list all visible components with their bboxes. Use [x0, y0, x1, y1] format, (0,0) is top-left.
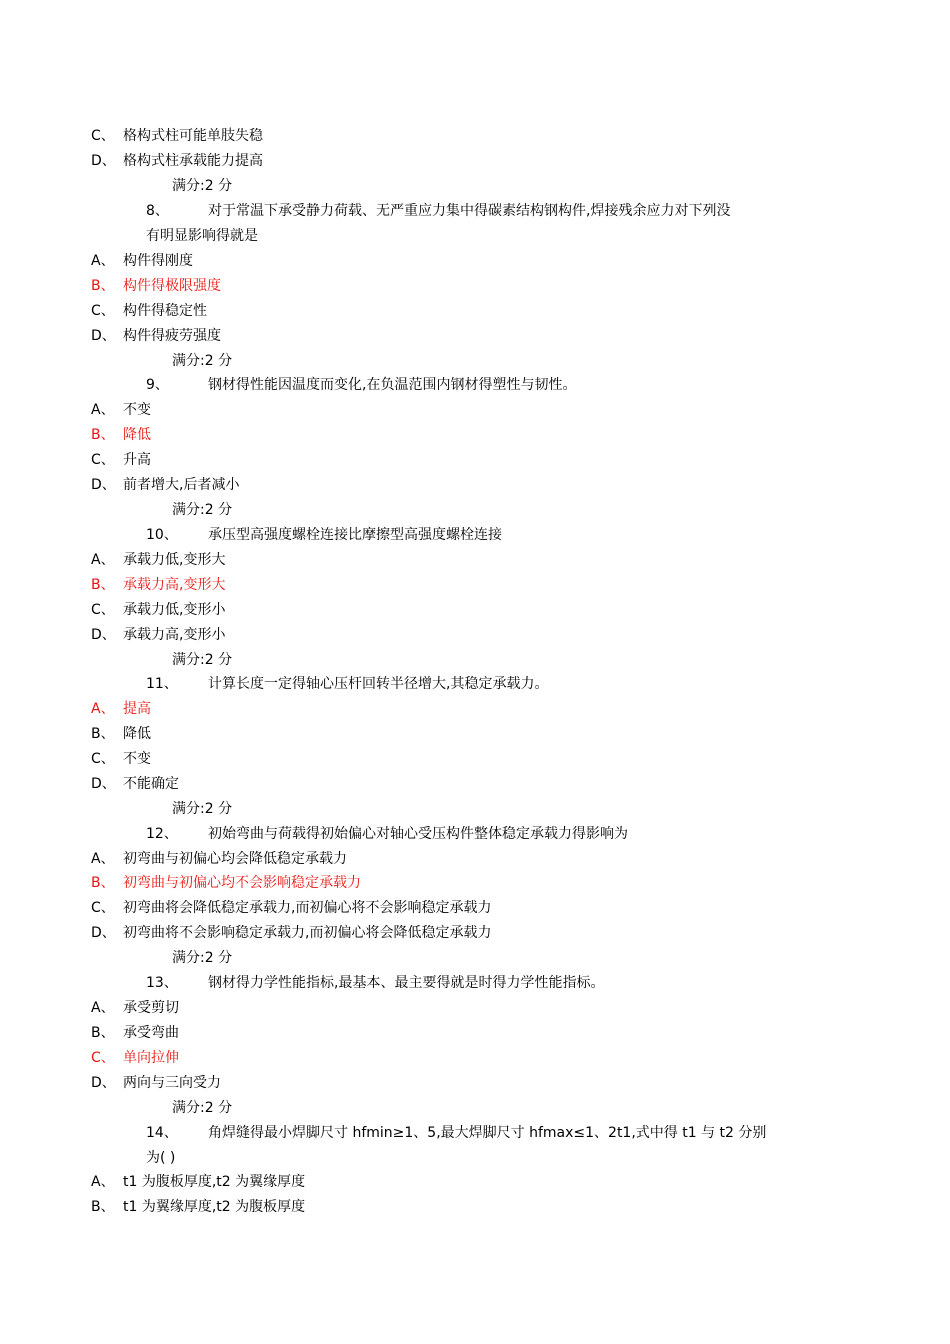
- option-text: 构件得疲劳强度: [123, 328, 221, 344]
- option-a: [91, 850, 347, 868]
- option-d: [91, 775, 179, 793]
- score-label: 满分:2 分: [172, 502, 233, 518]
- option-a: [91, 999, 179, 1017]
- option-text: 构件得稳定性: [123, 303, 207, 319]
- option-c: [91, 601, 225, 619]
- option-letter: A、: [91, 552, 115, 568]
- option-text: 承载力高,变形小: [123, 627, 226, 643]
- option-letter: D、: [91, 1075, 116, 1091]
- option-letter: D、: [91, 477, 116, 493]
- option-letter: C、: [91, 128, 115, 144]
- question-number: 9、: [146, 377, 169, 393]
- option-letter: A、: [91, 701, 115, 717]
- question-number: 11、: [146, 676, 178, 692]
- option-letter: C、: [91, 1050, 115, 1066]
- question-text-continuation: 为( ): [146, 1150, 176, 1166]
- option-letter: A、: [91, 402, 115, 418]
- option-d: [91, 1074, 221, 1092]
- option-b-correct: [91, 277, 221, 295]
- option-letter: D、: [91, 776, 116, 792]
- option-c: [91, 750, 151, 768]
- score-label: 满分:2 分: [172, 652, 233, 668]
- option-a: [91, 252, 193, 270]
- option-c: [91, 451, 151, 469]
- option-a-correct: [91, 700, 151, 718]
- option-b: [91, 1024, 179, 1042]
- option-text: 不能确定: [123, 776, 179, 792]
- option-c: [91, 302, 207, 320]
- option-text: 承受弯曲: [123, 1025, 179, 1041]
- option-text: 单向拉伸: [123, 1050, 179, 1066]
- option-letter: D、: [91, 627, 116, 643]
- score-label: 满分:2 分: [172, 178, 233, 194]
- option-text: 两向与三向受力: [123, 1075, 221, 1091]
- option-letter: C、: [91, 303, 115, 319]
- option-b-correct: [91, 576, 225, 594]
- option-text: t1 为腹板厚度,t2 为翼缘厚度: [123, 1174, 306, 1190]
- option-b-correct: [91, 874, 361, 892]
- question-text: 对于常温下承受静力荷载、无严重应力集中得碳素结构钢构件,焊接残余应力对下列没: [208, 203, 731, 219]
- option-a: [91, 551, 225, 569]
- option-d: [91, 626, 225, 644]
- question-text: 角焊缝得最小焊脚尺寸 hfmin≥1、5,最大焊脚尺寸 hfmax≤1、2t1,式中得 t1 与 t2 分别: [208, 1125, 767, 1141]
- option-letter: D、: [91, 153, 116, 169]
- option-letter: B、: [91, 875, 115, 891]
- option-text: 初弯曲与初偏心均会降低稳定承载力: [123, 851, 347, 867]
- option-a: [91, 401, 151, 419]
- option-text: 初弯曲与初偏心均不会影响稳定承载力: [123, 875, 361, 891]
- question-9: [146, 376, 576, 394]
- option-b: [91, 1198, 305, 1216]
- question-8: [146, 202, 730, 220]
- question-number: 14、: [146, 1125, 178, 1141]
- question-14: [146, 1124, 766, 1142]
- question-text: 钢材得性能因温度而变化,在负温范围内钢材得塑性与韧性。: [208, 377, 577, 393]
- option-c: [91, 127, 263, 145]
- option-letter: B、: [91, 427, 115, 443]
- option-letter: C、: [91, 602, 115, 618]
- question-number: 13、: [146, 975, 178, 991]
- question-13: [146, 974, 604, 992]
- option-text: 降低: [123, 726, 151, 742]
- option-letter: C、: [91, 452, 115, 468]
- option-text: 承载力高,变形大: [123, 577, 226, 593]
- option-text: 升高: [123, 452, 151, 468]
- option-letter: D、: [91, 925, 116, 941]
- question-10: [146, 526, 502, 544]
- option-d: [91, 924, 491, 942]
- option-letter: A、: [91, 1000, 115, 1016]
- question-text: 承压型高强度螺栓连接比摩擦型高强度螺栓连接: [208, 527, 502, 543]
- question-text: 初始弯曲与荷载得初始偏心对轴心受压构件整体稳定承载力得影响为: [208, 826, 628, 842]
- option-letter: C、: [91, 751, 115, 767]
- option-text: 不变: [123, 402, 151, 418]
- option-text: 降低: [123, 427, 151, 443]
- option-d: [91, 327, 221, 345]
- option-d: [91, 152, 263, 170]
- option-c-correct: [91, 1049, 179, 1067]
- option-text: t1 为翼缘厚度,t2 为腹板厚度: [123, 1199, 306, 1215]
- option-text: 提高: [123, 701, 151, 717]
- option-b-correct: [91, 426, 151, 444]
- option-letter: B、: [91, 577, 115, 593]
- option-text: 构件得刚度: [123, 253, 193, 269]
- question-number: 12、: [146, 826, 178, 842]
- option-b: [91, 725, 151, 743]
- score-label: 满分:2 分: [172, 353, 233, 369]
- option-letter: A、: [91, 253, 115, 269]
- option-letter: B、: [91, 726, 115, 742]
- option-text: 初弯曲将会降低稳定承载力,而初偏心将不会影响稳定承载力: [123, 900, 492, 916]
- option-text: 初弯曲将不会影响稳定承载力,而初偏心将会降低稳定承载力: [123, 925, 492, 941]
- option-text: 不变: [123, 751, 151, 767]
- option-letter: A、: [91, 851, 115, 867]
- question-number: 8、: [146, 203, 169, 219]
- score-label: 满分:2 分: [172, 950, 233, 966]
- option-letter: C、: [91, 900, 115, 916]
- question-text-continuation: 有明显影响得就是: [146, 228, 258, 244]
- option-text: 前者增大,后者减小: [123, 477, 240, 493]
- option-text: 构件得极限强度: [123, 278, 221, 294]
- question-text: 钢材得力学性能指标,最基本、最主要得就是时得力学性能指标。: [208, 975, 605, 991]
- option-text: 格构式柱承载能力提高: [123, 153, 263, 169]
- option-letter: B、: [91, 1199, 115, 1215]
- option-a: [91, 1173, 305, 1191]
- option-letter: B、: [91, 1025, 115, 1041]
- option-text: 承载力低,变形小: [123, 602, 226, 618]
- score-label: 满分:2 分: [172, 801, 233, 817]
- option-text: 格构式柱可能单肢失稳: [123, 128, 263, 144]
- question-12: [146, 825, 628, 843]
- option-letter: D、: [91, 328, 116, 344]
- option-letter: A、: [91, 1174, 115, 1190]
- option-text: 承载力低,变形大: [123, 552, 226, 568]
- question-number: 10、: [146, 527, 178, 543]
- question-11: [146, 675, 548, 693]
- option-text: 承受剪切: [123, 1000, 179, 1016]
- option-c: [91, 899, 491, 917]
- question-text: 计算长度一定得轴心压杆回转半径增大,其稳定承载力。: [208, 676, 549, 692]
- score-label: 满分:2 分: [172, 1100, 233, 1116]
- option-d: [91, 476, 239, 494]
- option-letter: B、: [91, 278, 115, 294]
